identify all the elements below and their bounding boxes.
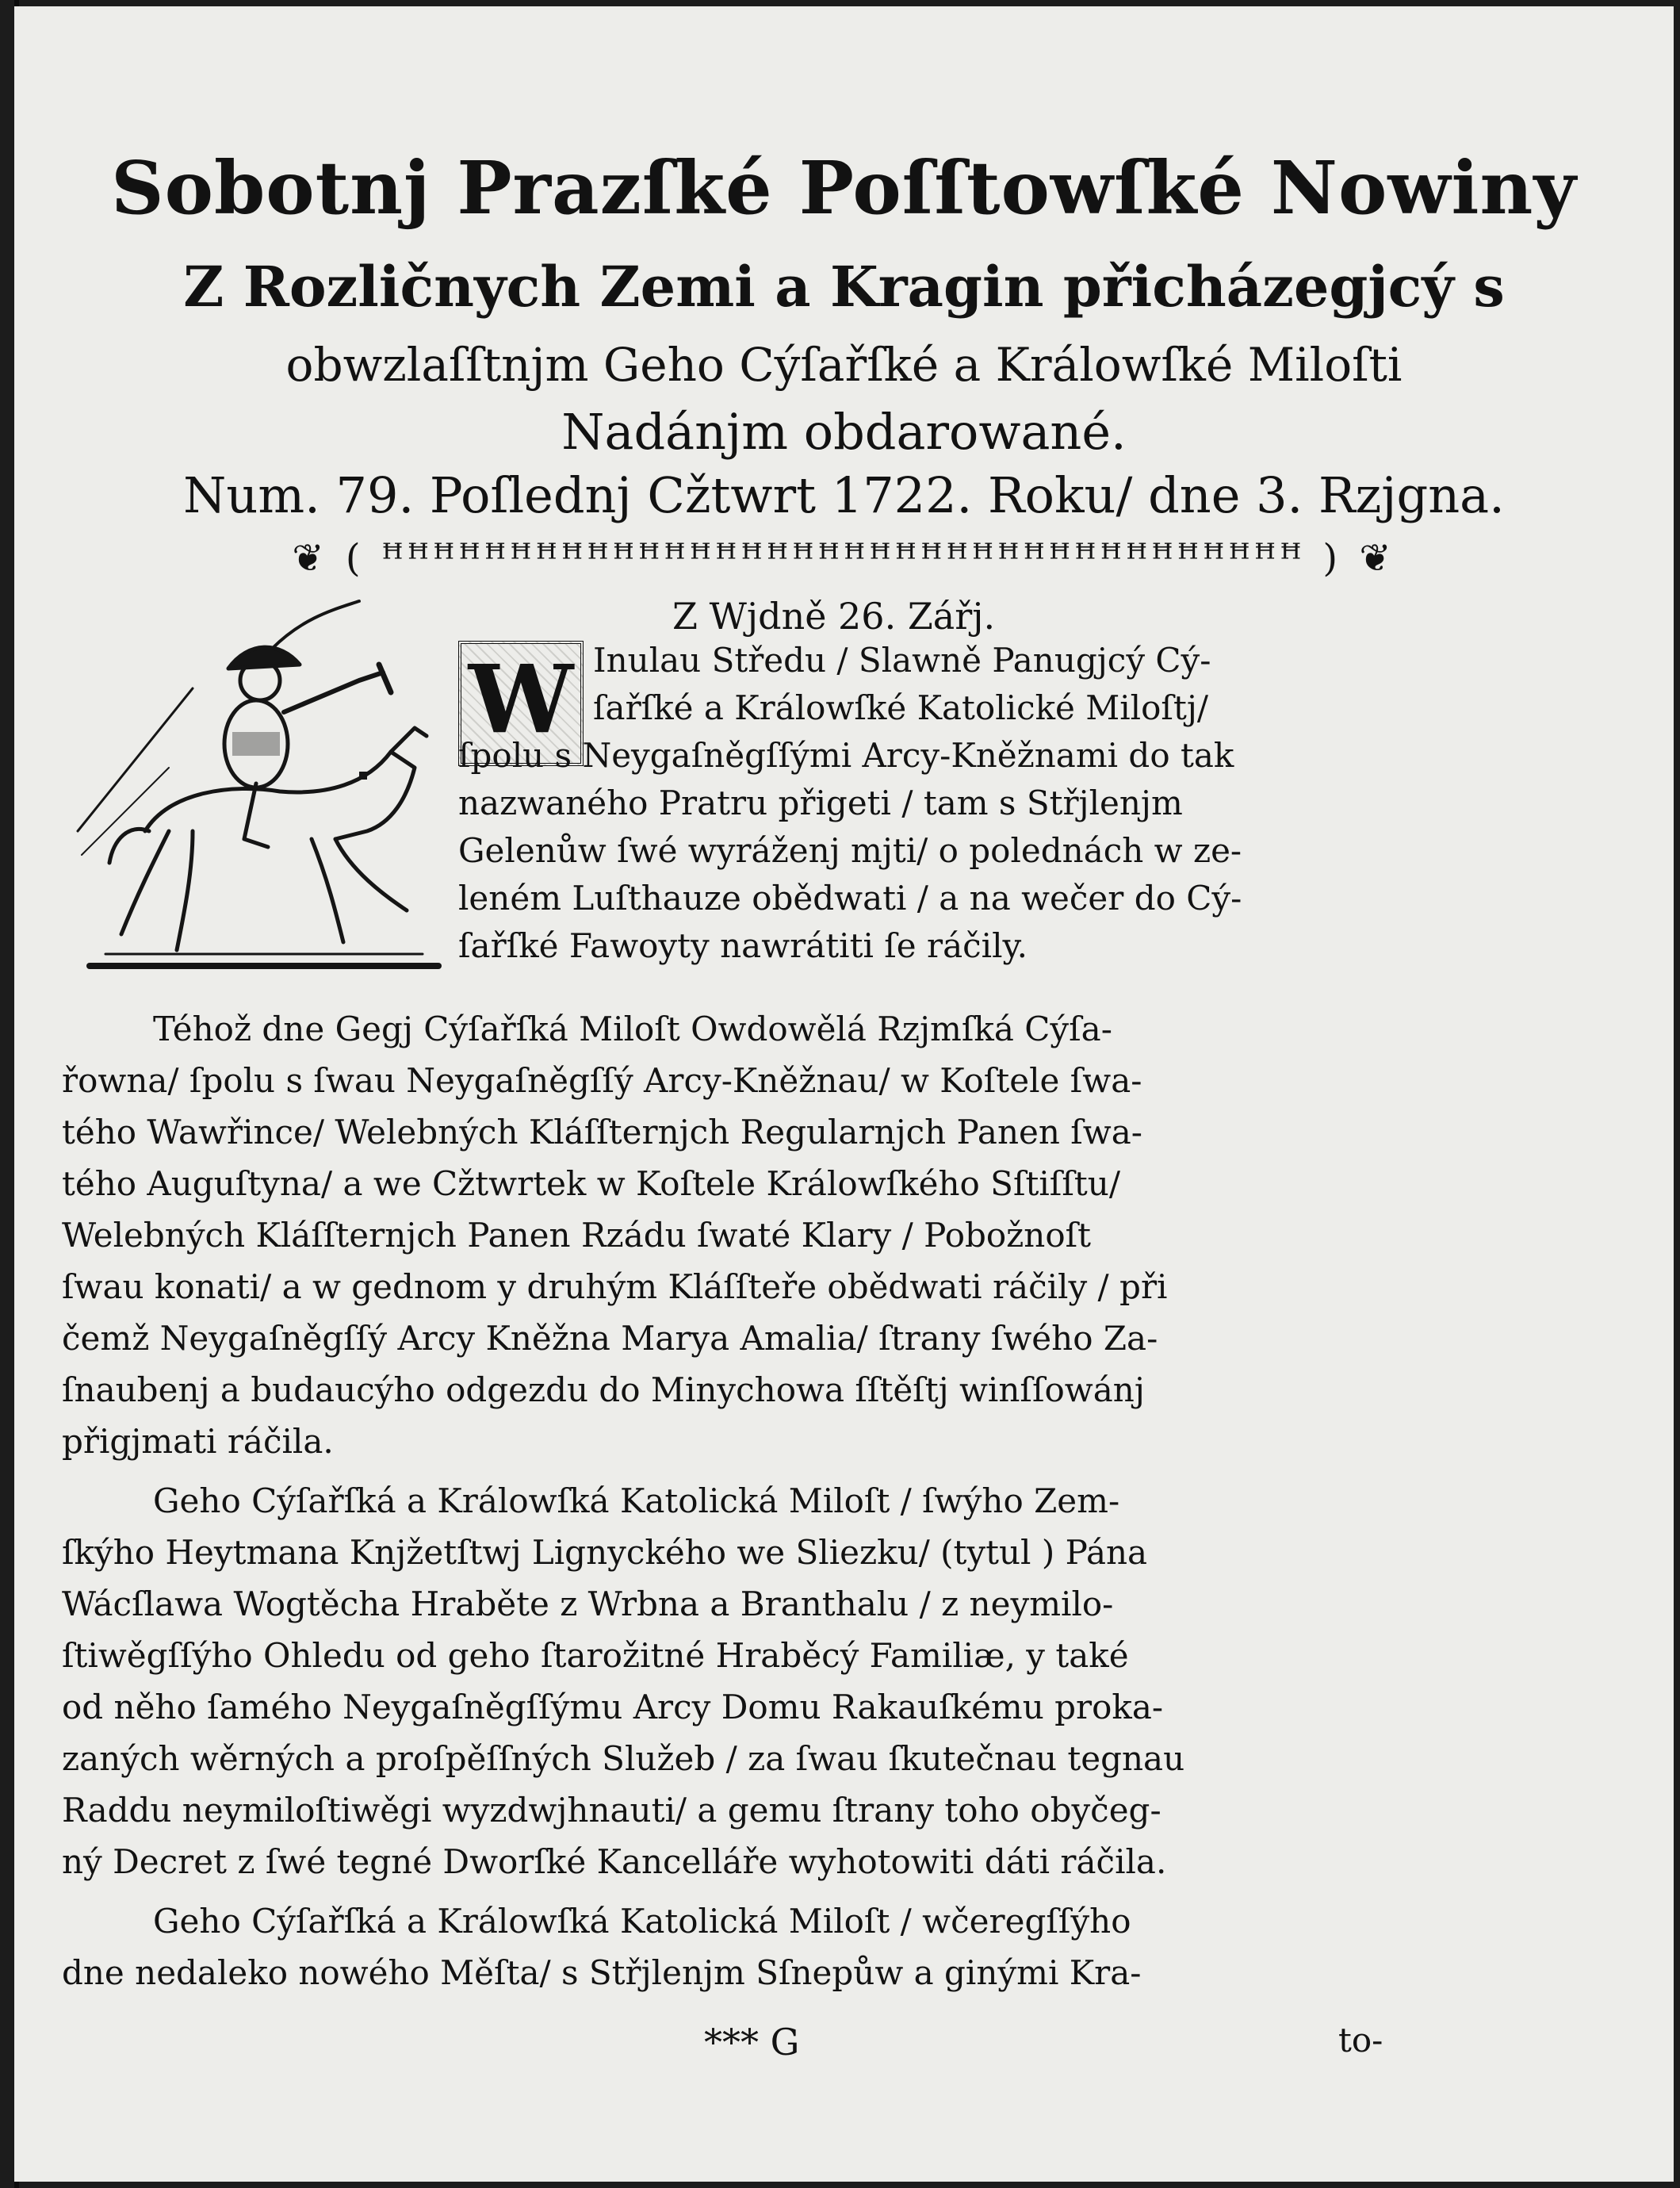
body-line: ný Decret z ſwé tegné Dworſké Kancelláře wyhotowiti dáti ráčila. [62,1842,1167,1881]
body-line: od něho ſamého Neygaſněgſſýmu Arcy Domu Rakauſkému proka- [62,1688,1164,1726]
lead-line: Gelenůw ſwé wyráženj mjti/ o polednách w ze- [458,831,1242,870]
body-line: Geho Cýſařſká a Králowſká Katolická Miloſt / wčeregſſýho [153,1902,1131,1941]
lead-line: nazwaného Pratru přigeti / tam s Střjlenjm [458,784,1183,822]
body-line: Téhož dne Gegj Cýſařſká Miloſt Owdowělá Rzjmſká Cýſa- [153,1010,1112,1048]
body-line: přigjmati ráčila. [62,1422,334,1461]
body-line: Raddu neymiloſtiwěgi wyzdwjhnauti/ a gemu ſtrany toho obyčeg- [62,1791,1161,1830]
newspaper-page [14,6,1674,2182]
body-line: zaných wěrných a proſpěſſných Služeb / za ſwau ſkutečnau tegnau [62,1739,1185,1778]
dateline: Z Wjdně 26. Zářj. [672,595,996,638]
body-line: řowna/ ſpolu s ſwau Neygaſněgſſý Arcy-Kněžnau/ w Koſtele ſwa- [62,1061,1142,1100]
body-line: Geho Cýſařſká a Králowſká Katolická Miloſt / ſwýho Zem- [153,1481,1120,1520]
masthead-subtitle: Z Rozličnych Zemi a Kragin přicházegjcý s [183,254,1505,320]
lead-line: ſařſké a Králowſké Katolické Miloſtj/ [593,688,1208,727]
masthead-title: Sobotnj Prazſké Poſſtowſké Nowiny [111,145,1577,231]
body-line: ſkýho Heytmana Knjžetſtwj Lignyckého we Sliezku/ (tytul ) Pána [62,1533,1148,1572]
catchword: to- [1338,2021,1383,2060]
body-line: tého Auguſtyna/ a we Cžtwrtek w Koſtele Králowſkého Sſtiſſtu/ [62,1164,1120,1203]
drop-cap: W [458,641,584,766]
issue-line: Num. 79. Poſlednj Cžtwrt 1722. Roku/ dne 3. Rzjgna. [183,466,1505,524]
body-line: tého Wawřince/ Welebných Kláſſternjch Regularnjch Panen ſwa- [62,1113,1142,1151]
body-line: ſtiwěgſſýho Ohledu od geho ſtarožitné Hraběcý Familiæ, y také [62,1636,1129,1675]
masthead-privilege-end: Nadánjm obdarowané. [561,403,1127,461]
lead-line: ſařſké Fawoyty nawrátiti ſe ráčily. [458,926,1028,965]
masthead-privilege: obwzlaſſtnjm Geho Cýſařſké a Králowſké Miloſti [285,338,1403,392]
body-line: Wácſlawa Wogtěcha Hraběte z Wrbna a Branthalu / z neymilo- [62,1584,1114,1623]
lead-line: Inulau Středu / Slawně Panugjcý Cý- [593,641,1211,680]
signature-mark: *** G [704,2021,800,2063]
body-line: čemž Neygaſněgſſý Arcy Kněžna Marya Amalia/ ſtrany ſwého Za- [62,1319,1158,1358]
lead-line: leném Luſthauze obědwati / a na wečer do Cý- [458,879,1242,918]
body-line: dne nedaleko nowého Měſta/ s Střjlenjm Sſnepůw a ginými Kra- [62,1953,1142,1992]
post-rider-woodcut [74,593,446,990]
body-line: ſwau konati/ a w gednom y druhým Kláſſteře obědwati ráčily / při [62,1267,1168,1306]
body-line: Welebných Kláſſternjch Panen Rzádu ſwaté Klary / Pobožnoſt [62,1216,1092,1255]
body-line: ſnaubenj a budaucýho odgezdu do Minychowa ſſtěſtj winſſowánj [62,1370,1145,1409]
ornament-rule: ❦ ( ꟸꟸꟸꟸꟸꟸꟸꟸꟸꟸꟸꟸꟸꟸꟸꟸꟸꟸꟸꟸꟸꟸꟸꟸꟸꟸꟸꟸꟸꟸꟸꟸꟸꟸꟸꟸ ) ❦ [292,536,1396,581]
lead-line: ſpolu s Neygaſněgſſými Arcy-Kněžnami do tak [458,736,1234,775]
